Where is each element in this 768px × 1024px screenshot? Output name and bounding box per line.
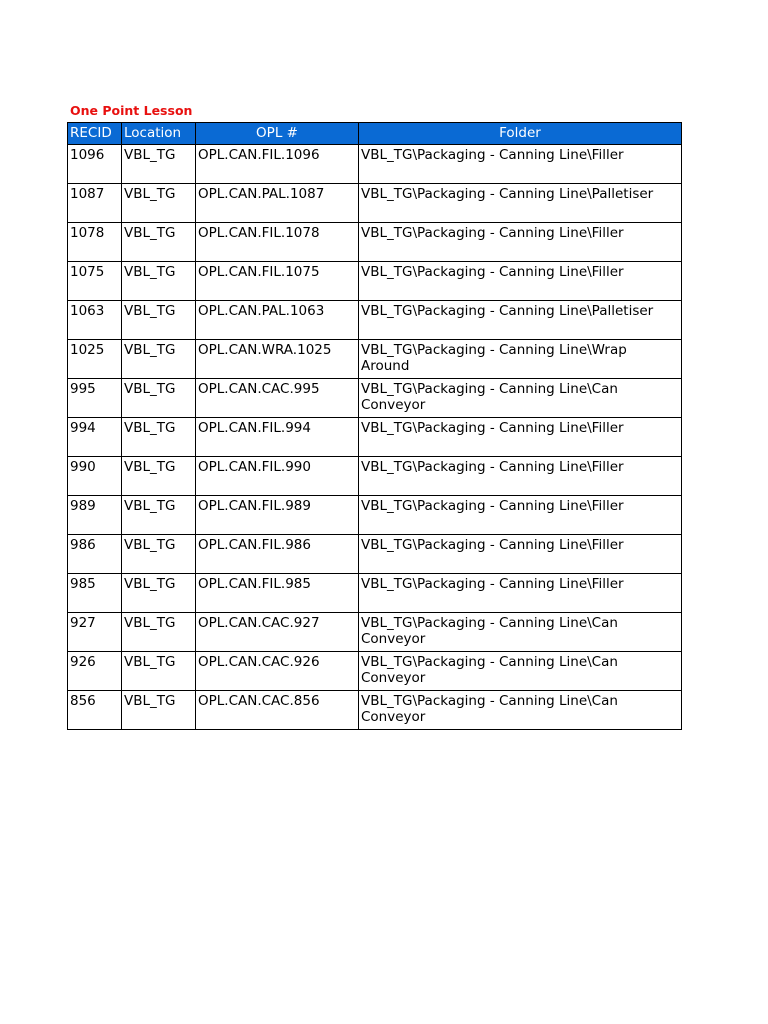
table-row [68,223,682,262]
cell-recid: 926 [68,652,122,691]
cell-location: VBL_TG [122,457,196,496]
table-row [68,457,682,496]
cell-opl-number: OPL.CAN.CAC.926 [196,652,359,691]
cell-opl-number: OPL.CAN.FIL.1078 [196,223,359,262]
cell-location: VBL_TG [122,223,196,262]
cell-location: VBL_TG [122,262,196,301]
cell-location: VBL_TG [122,184,196,223]
cell-opl-number: OPL.CAN.CAC.995 [196,379,359,418]
cell-recid: 995 [68,379,122,418]
cell-location: VBL_TG [122,145,196,184]
table-row [68,613,682,652]
cell-opl-number: OPL.CAN.FIL.994 [196,418,359,457]
cell-folder: VBL_TG\Packaging - Canning Line\Filler [359,262,682,301]
table-row [68,691,682,730]
cell-recid: 1078 [68,223,122,262]
table-body [68,145,682,730]
cell-folder: VBL_TG\Packaging - Canning Line\Filler [359,418,682,457]
column-header-location: Location [122,123,196,145]
table-row [68,496,682,535]
cell-recid: 856 [68,691,122,730]
cell-recid: 1075 [68,262,122,301]
table-row [68,652,682,691]
cell-location: VBL_TG [122,496,196,535]
cell-location: VBL_TG [122,535,196,574]
cell-recid: 985 [68,574,122,613]
cell-folder: VBL_TG\Packaging - Canning Line\Filler [359,496,682,535]
table-row [68,535,682,574]
column-header-opl-number: OPL # [196,123,359,145]
cell-location: VBL_TG [122,301,196,340]
cell-recid: 990 [68,457,122,496]
cell-recid: 1025 [68,340,122,379]
cell-folder: VBL_TG\Packaging - Canning Line\Filler [359,535,682,574]
column-header-recid: RECID [68,123,122,145]
cell-folder: VBL_TG\Packaging - Canning Line\Palletiser [359,184,682,223]
cell-opl-number: OPL.CAN.FIL.989 [196,496,359,535]
cell-recid: 986 [68,535,122,574]
cell-folder: VBL_TG\Packaging - Canning Line\Filler [359,457,682,496]
cell-opl-number: OPL.CAN.FIL.985 [196,574,359,613]
table-row [68,574,682,613]
table-row [68,301,682,340]
opl-table [67,122,682,730]
cell-location: VBL_TG [122,418,196,457]
table-header-row [68,123,682,145]
cell-opl-number: OPL.CAN.WRA.1025 [196,340,359,379]
cell-opl-number: OPL.CAN.FIL.1075 [196,262,359,301]
cell-opl-number: OPL.CAN.PAL.1063 [196,301,359,340]
cell-location: VBL_TG [122,652,196,691]
cell-recid: 989 [68,496,122,535]
cell-folder: VBL_TG\Packaging - Canning Line\Filler [359,145,682,184]
cell-location: VBL_TG [122,574,196,613]
table-row [68,184,682,223]
cell-folder: VBL_TG\Packaging - Canning Line\Wrap Around [359,340,682,379]
cell-opl-number: OPL.CAN.CAC.927 [196,613,359,652]
table-row [68,418,682,457]
cell-folder: VBL_TG\Packaging - Canning Line\Filler [359,223,682,262]
cell-opl-number: OPL.CAN.FIL.1096 [196,145,359,184]
sheet-title: One Point Lesson [70,103,193,118]
cell-folder: VBL_TG\Packaging - Canning Line\Filler [359,574,682,613]
cell-folder: VBL_TG\Packaging - Canning Line\Can Conveyor [359,691,682,730]
cell-recid: 1096 [68,145,122,184]
table-row [68,379,682,418]
cell-folder: VBL_TG\Packaging - Canning Line\Palletiser [359,301,682,340]
cell-location: VBL_TG [122,379,196,418]
table-row [68,340,682,379]
cell-folder: VBL_TG\Packaging - Canning Line\Can Conveyor [359,652,682,691]
cell-recid: 994 [68,418,122,457]
cell-opl-number: OPL.CAN.PAL.1087 [196,184,359,223]
column-header-folder: Folder [359,123,682,145]
cell-recid: 927 [68,613,122,652]
table-row [68,145,682,184]
cell-folder: VBL_TG\Packaging - Canning Line\Can Conveyor [359,613,682,652]
cell-location: VBL_TG [122,691,196,730]
cell-location: VBL_TG [122,340,196,379]
cell-recid: 1087 [68,184,122,223]
cell-folder: VBL_TG\Packaging - Canning Line\Can Conveyor [359,379,682,418]
table-row [68,262,682,301]
cell-location: VBL_TG [122,613,196,652]
cell-opl-number: OPL.CAN.CAC.856 [196,691,359,730]
cell-opl-number: OPL.CAN.FIL.986 [196,535,359,574]
cell-opl-number: OPL.CAN.FIL.990 [196,457,359,496]
cell-recid: 1063 [68,301,122,340]
